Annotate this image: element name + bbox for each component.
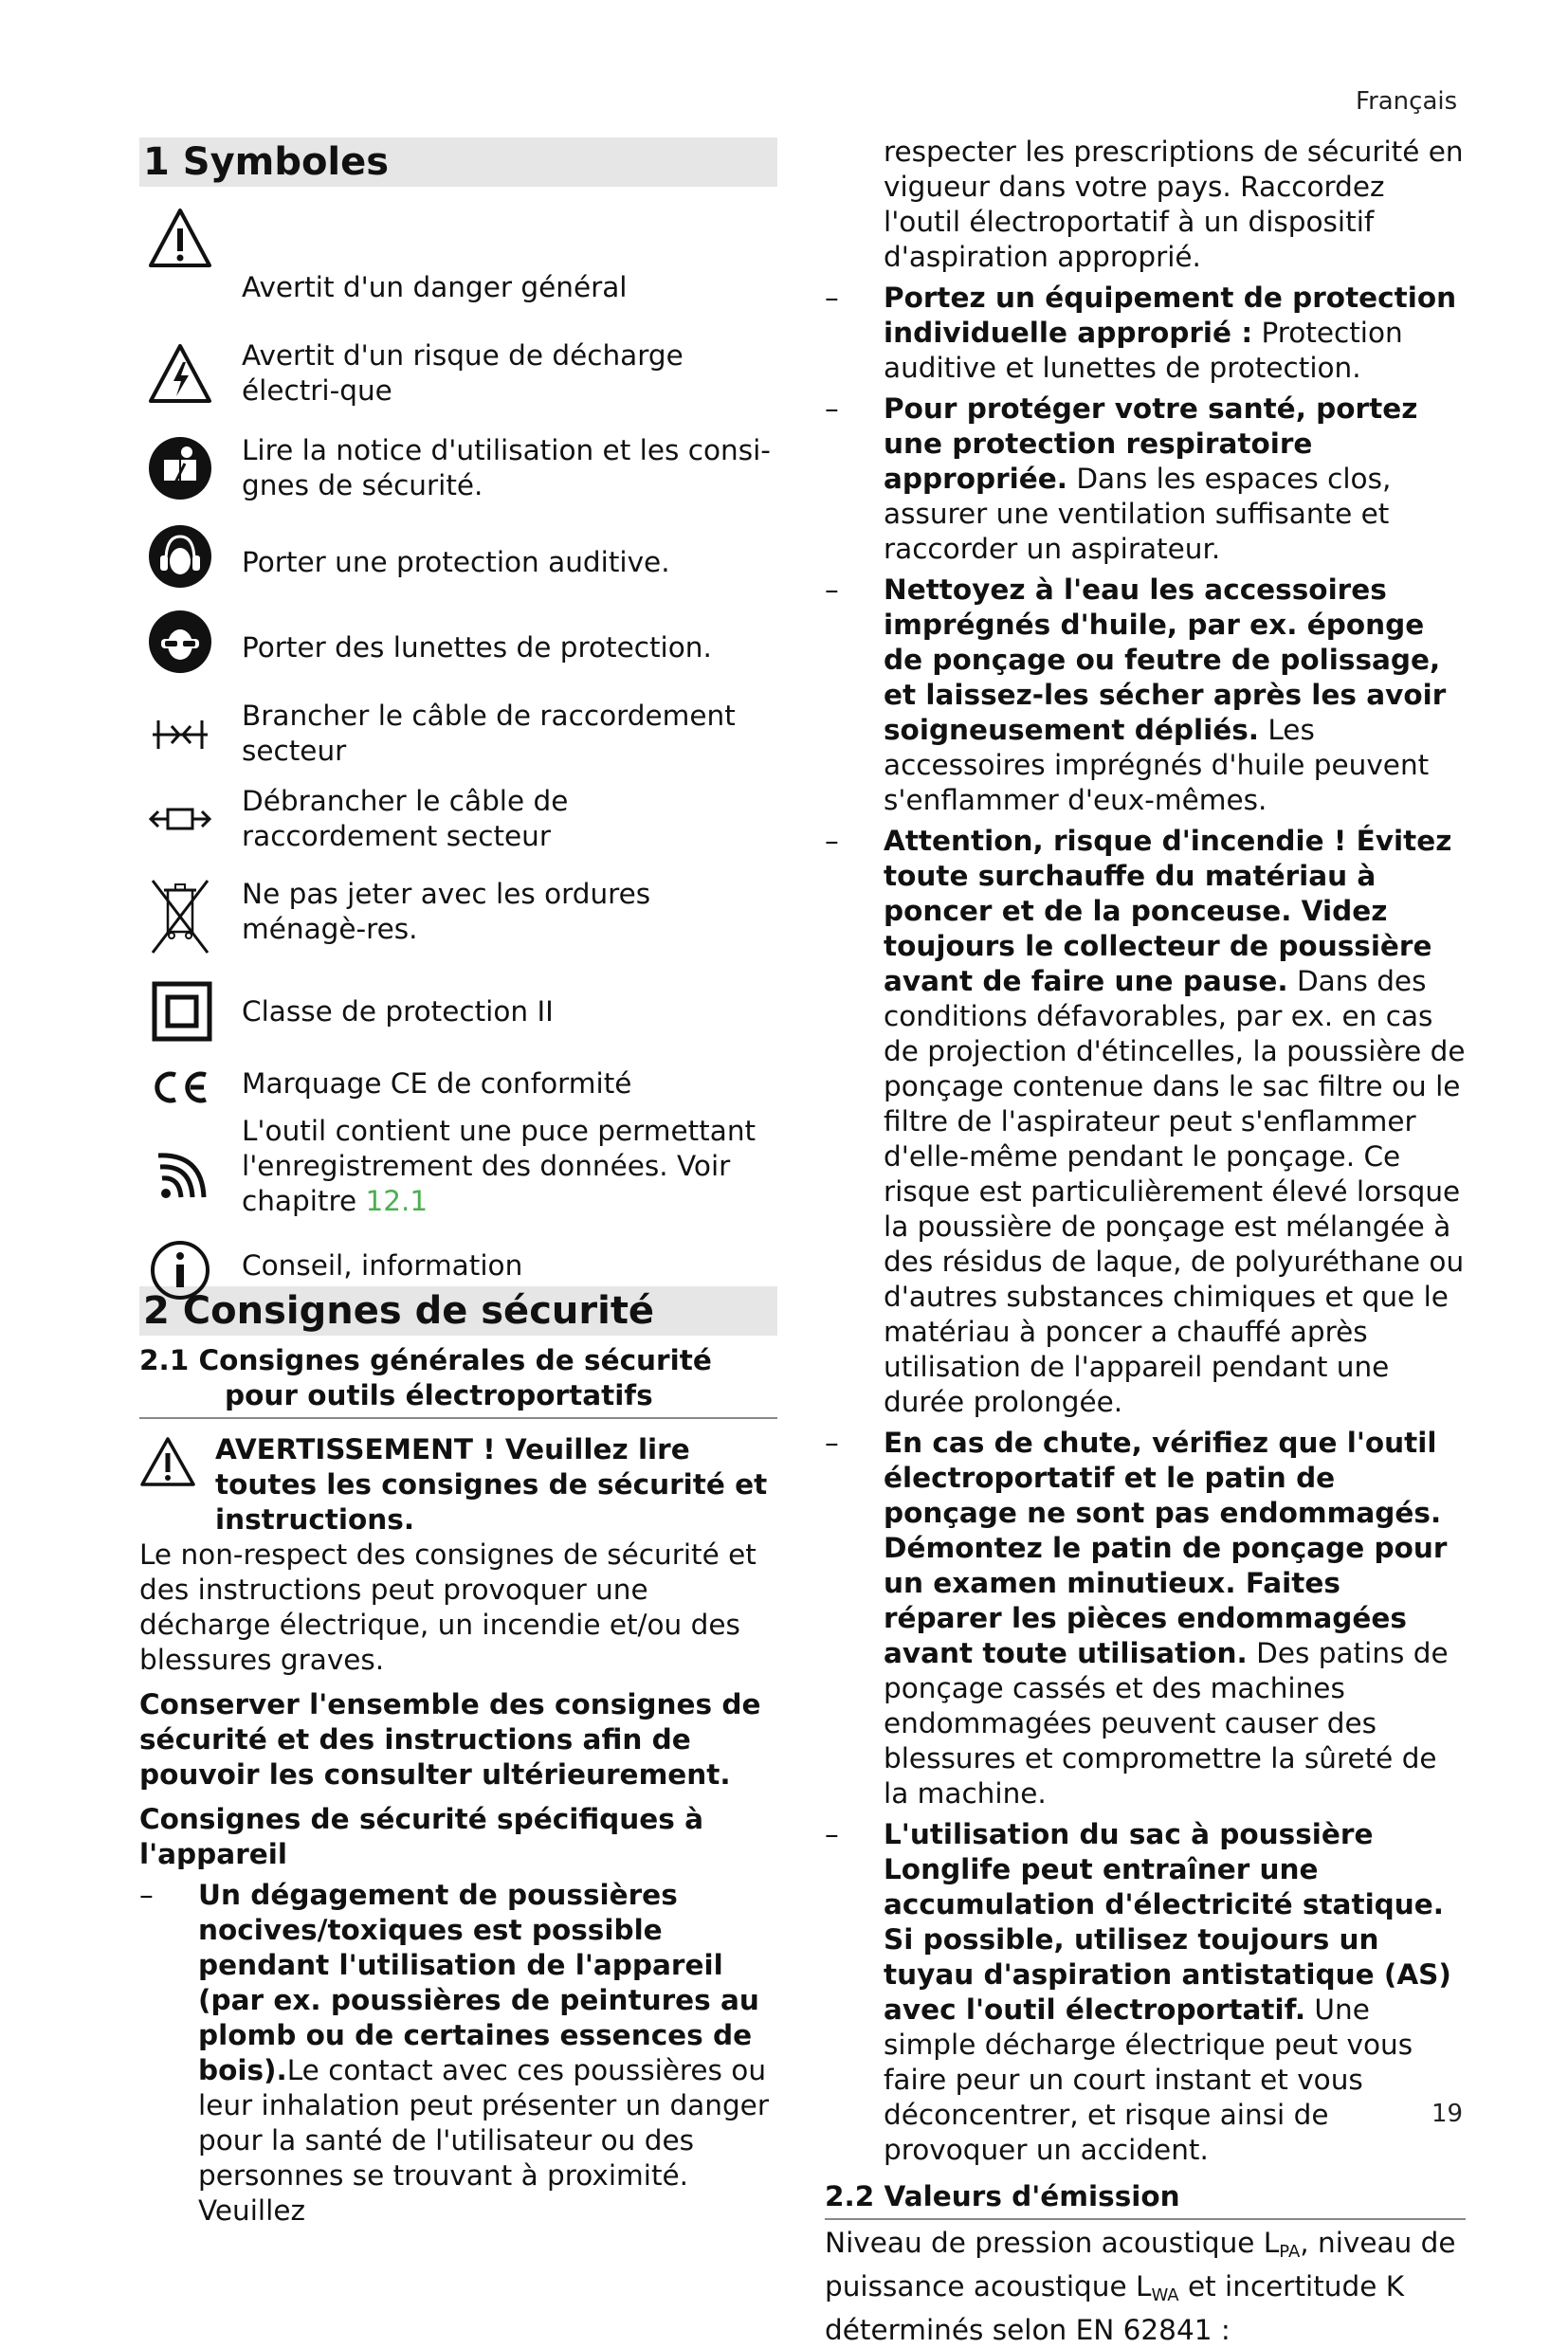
symbol-text: L'outil contient une puce permettant l'enregistrement des données. Voir chapitre 12.1 xyxy=(242,1115,757,1217)
symbol-text: Conseil, information xyxy=(242,1249,523,1282)
symbol-text: Brancher le câble de raccordement secteur xyxy=(242,700,736,767)
plug-disconnect-icon xyxy=(147,786,213,852)
warning-triangle-icon xyxy=(139,1436,196,1487)
symbol-text: Avertit d'un risque de décharge électri-que xyxy=(242,339,684,407)
symbol-text: Lire la notice d'utilisation et les consi-gnes de sécurité. xyxy=(242,434,771,501)
safety-item: – Portez un équipement de protection individuelle approprié : Protection auditive et lunettes de protection. xyxy=(825,282,1457,384)
ce-mark-icon xyxy=(147,1054,213,1120)
safety-item: – Pour protéger votre santé, portez une protection respiratoire appropriée. Dans les espaces clos, assurer une ventilation suffisante et raccorder un aspirateur. xyxy=(825,392,1418,565)
eye-protection-icon xyxy=(147,609,213,675)
symbol-text: Marquage CE de conformité xyxy=(242,1067,632,1100)
symbol-text: Porter une protection auditive. xyxy=(242,546,670,578)
section-1-title: 1 Symboles xyxy=(139,137,777,187)
warning-triangle-icon xyxy=(147,206,213,272)
safety-item: – L'utilisation du sac à poussière Longlife peut entraîner une accumulation d'électricité statique. Si possible, utilisez toujours un tuyau d'aspiration antistatique (AS) avec l'outil électroportatif. Une simple décharge électrique peut vous faire peur un court instant et vous déconcentrer, et risque ainsi de provoquer un accident. xyxy=(825,1818,1451,2166)
chapter-link[interactable]: 12.1 xyxy=(365,1185,428,1217)
symbol-text: Ne pas jeter avec les ordures ménagè-res. xyxy=(242,878,651,945)
safety-item: – Attention, risque d'incendie ! Évitez toute surchauffe du matériau à poncer et de la ponceuse. Videz toujours le collecteur de poussière avant de faire une pause. Dans des conditions défavorables, par ex. en cas de projection d'étincelles, la poussière de ponçage contenue dans le sac filtre ou le filtre de l'aspirateur peut s'enflammer d'elle-même pendant le ponçage. Ce risque est particulièrement élevé lorsque la poussière de ponçage est mélangée à des résidus de laque, de polyuréthane ou d'autres substances chimiques et que le matériau à poncer a chauffé après utilisation de l'appareil pendant une durée prolongée. xyxy=(825,825,1466,1418)
subsection-2-1-title: 2.1 Consignes générales de sécurité pour outils électroportatifs xyxy=(139,1343,777,1419)
rfid-chip-icon xyxy=(147,1144,213,1210)
plug-connect-icon xyxy=(147,701,213,768)
safety-item-continued xyxy=(825,135,1466,275)
crossed-bin-icon xyxy=(147,877,213,956)
section-2-title: 2 Consignes de sécurité xyxy=(139,1286,777,1336)
symbol-list xyxy=(139,187,777,1286)
safety-item: – Nettoyez à l'eau les accessoires imprégnés d'huile, par ex. éponge de ponçage ou feutre de polissage, et laissez-les sécher après les avoir soigneusement dépliés. Les accessoires imprégnés d'huile peuvent s'enflammer d'eux-mêmes. xyxy=(825,573,1447,816)
safety-item-text: Le contact avec ces poussières ou leur inhalation peut présenter un danger pour la santé de l'utilisateur ou des personnes se trouvant à proximité. Veuillez xyxy=(198,2054,769,2227)
info-icon xyxy=(147,1237,213,1303)
symbol-text: Porter des lunettes de protection. xyxy=(242,631,712,664)
page-number: 19 xyxy=(1431,2100,1464,2128)
warning-heading: AVERTISSEMENT ! Veuillez lire toutes les consignes de sécurité et instructions. xyxy=(215,1433,768,1536)
ear-protection-icon xyxy=(147,523,213,590)
specific-safety-title: Consignes de sécurité spécifiques à l'appareil xyxy=(139,1803,704,1870)
symbol-text: Avertit d'un danger général xyxy=(242,271,628,303)
electric-shock-warning-icon xyxy=(147,341,213,408)
symbol-text: Classe de protection II xyxy=(242,995,554,1028)
safety-item-text-continued: respecter les prescriptions de sécurité en vigueur dans votre pays. Raccordez l'outil électroportatif à un dispositif d'aspiration approprié. xyxy=(884,136,1464,273)
subsection-2-2-title: 2.2 Valeurs d'émission xyxy=(825,2179,1466,2220)
language-label: Français xyxy=(1356,87,1458,116)
left-column xyxy=(139,137,777,2229)
protection-class-2-icon xyxy=(147,978,213,1045)
safety-item: – En cas de chute, vérifiez que l'outil électroportatif et le patin de ponçage ne sont pas endommagés. Démontez le patin de ponçage pour un examen minutieux. Faites réparer les pièces endommagées avant toute utilisation. Des patins de ponçage cassés et des machines endommagées peuvent causer des blessures et compromettre la sûreté de la machine. xyxy=(825,1427,1449,1810)
safety-item: – Un dégagement de poussières nocives/toxiques est possible pendant l'utilisation de l'appareil (par ex. poussières de peintures au plomb ou de certaines essences de bois).Le contact avec ces poussières ou leur inhalation peut présenter un danger pour la santé de l'utilisateur ou des personnes se trouvant à proximité. Veuillez xyxy=(139,1879,769,2227)
symbol-text: Débrancher le câble de raccordement secteur xyxy=(242,785,569,852)
read-manual-icon xyxy=(147,435,213,501)
warning-block xyxy=(139,1432,777,1538)
safety-item-lead: Un dégagement de poussières nocives/toxiques est possible pendant l'utilisation de l'appareil (par ex. poussières de peintures au plomb ou de certaines essences de bois). xyxy=(198,1879,759,2086)
warning-text: Le non-respect des consignes de sécurité et des instructions peut provoquer une décharge électrique, un incendie et/ou des blessures graves. xyxy=(139,1538,757,1676)
right-column xyxy=(825,135,1466,2348)
keep-instructions-text: Conserver l'ensemble des consignes de sécurité et des instructions afin de pouvoir les consulter ultérieurement. xyxy=(139,1688,761,1791)
emission-text: Niveau de pression acoustique $L_{PA}$, niveau de puissance acoustique $L_{WA}$ et incertitude K déterminés selon EN 62841 : xyxy=(825,2227,1456,2346)
